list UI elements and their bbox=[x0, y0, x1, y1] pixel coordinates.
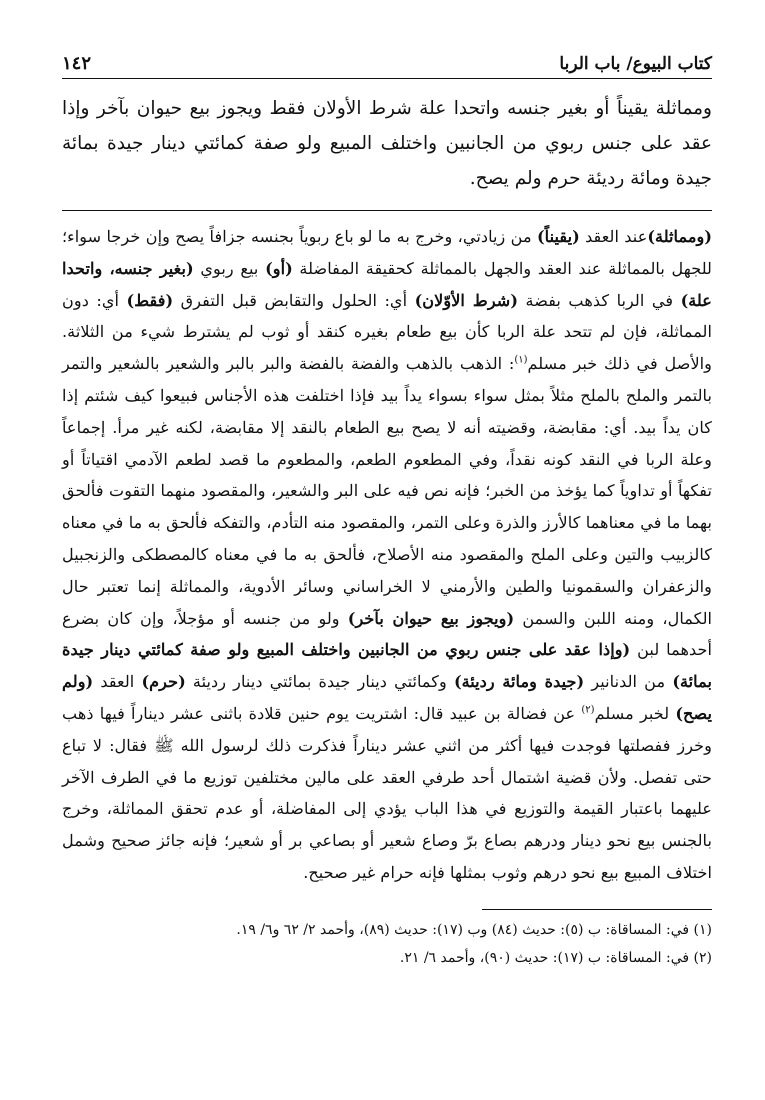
running-header bbox=[62, 40, 712, 79]
main-text-paragraph: ومماثلة يقيناً أو بغير جنسه واتحدا علة شرط الأولان فقط ويجوز بيع حيوان بآخر وإذا عقد على جنس ربوي من الجانبين واختلف المبيع ولو صفة كمائتي دينار جيدة بمائة جيدة ومائة رديئة حرم ولم يصح. bbox=[62, 98, 712, 189]
quoted-term: (ويجوز بيع حيوان بآخر) bbox=[347, 608, 515, 628]
footnotes bbox=[62, 916, 712, 972]
quoted-term: (جيدة ومائة رديئة) bbox=[453, 672, 585, 692]
commentary-text: أي: الحلول والتقابض قبل التفرق bbox=[180, 290, 408, 310]
commentary-text: من الدنانير bbox=[591, 672, 666, 692]
footnote-ref: (١) bbox=[514, 354, 528, 366]
quoted-term: (أو) bbox=[265, 258, 293, 278]
footnote-separator bbox=[482, 909, 712, 910]
quoted-term: (حرم) bbox=[141, 672, 186, 692]
page-number: ١٤٢ bbox=[62, 53, 92, 74]
footnote-item: (٢) في: المساقاة: ب (١٧): حديث (٩٠)، وأحمد ٦/ ٢١. bbox=[399, 949, 712, 966]
commentary-paragraph bbox=[62, 221, 712, 889]
quoted-term: (ولم يصح) bbox=[62, 672, 712, 723]
commentary-text: في الربا كذهب بفضة bbox=[525, 290, 674, 310]
commentary-text: عند العقد bbox=[585, 227, 648, 246]
commentary-text: لخبر مسلم bbox=[594, 703, 670, 723]
commentary-text: ولو من جنسه أو مؤجلاً، وإن كان بضرع أحدهما لبن bbox=[62, 608, 712, 660]
main-text bbox=[62, 91, 712, 211]
commentary bbox=[62, 221, 712, 889]
commentary-text: عن فضالة بن عبيد قال: اشتريت يوم حنين قلادة باثنى عشر ديناراً فيها ذهب وخرز ففصلتها فوجدت فيها أكثر من اثني عشر ديناراً فذكرت ذلك لرسول الله ﷺ فقال: لا تباع حتى تفصل. ولأن قضية اشتمال أحد طرفي العقد على مالين مختلفين توزيع ما في الطرف الآخر عليهما باعتبار القيمة والتوزيع في هذا الباب يؤدي إلى المفاضلة، أو عدم تحقق المماثلة، وخرج بالجنس بيع نحو دينار ودرهم بصاع برّ وصاع شعير أو بصاعي بر أو شعير؛ فإنه جائز صحيح وشمل اختلاف المبيع بيع نحو درهم وثوب بمثلها فإنه حرام غير صحيح. bbox=[62, 703, 712, 882]
book-page bbox=[62, 40, 712, 972]
commentary-text: : الذهب بالذهب والفضة بالفضة والبر بالبر والشعير بالشعير والتمر بالتمر والملح بالملح مثلاً بمثل سواء بسواء يداً بيد فإذا اختلفت هذه الأجناس فبيعوا كيف شئتم إذا كان يداً بيد. أي: مقابضة، وقضيته أنه لا يصح بيع الطعام بالنقد إلا مقابضة، لكنه غير مرأ. إجماعاً وعلة الربا في النقد كونه نقداً، وفي المطعوم الطعم، والمطعوم ما قصد لطعم الآدمي اقتياتاً أو تفكهاً أو تداوياً كما يؤخذ من الخبر؛ فإنه نص فيه على البر والشعير، والمقصود منهما التقوت فألحق بهما ما في معناهما كالأرز والذرة وعلى التمر، والمقصود منه التأدم، والتفكه فألحق به ما في معناه كالزبيب والتين وعلى الملح والمقصود منه الأصلاح، فألحق به ما في معناه كالمصطكى والزنجبيل والزعفران والسقمونيا والطين والأرمني لا الخراساني وسائر الأدوية، والمماثلة إنما تعتبر حال الكمال، ومنه اللبن والسمن bbox=[62, 354, 713, 628]
commentary-text: وكمائتي دينار جيدة بمائتي دينار رديئة bbox=[192, 672, 447, 692]
commentary-text: العقد bbox=[100, 672, 135, 692]
quoted-term: (بغير جنسه، واتحدا علة) bbox=[62, 258, 712, 310]
chapter-title: كتاب البيوع/ باب الربا bbox=[559, 54, 712, 74]
footnote-ref: (٢) bbox=[581, 704, 595, 716]
commentary-text: أي: دون المماثلة، فإن لم تتحد علة الربا كأن بيع طعام بغيره كنقد أو ثوب لم يشترط شيء من الثلاثة. والأصل في ذلك خبر مسلم bbox=[62, 290, 712, 374]
commentary-text: بيع ربوي bbox=[200, 258, 259, 278]
quoted-term: (فقط) bbox=[126, 290, 174, 310]
quoted-term: (وإذا عقد على جنس ربوي من الجانبين واختلف المبيع ولو صفة كمائتي دينار جيدة بمائة) bbox=[62, 640, 712, 692]
quoted-term: (ومماثلة) bbox=[647, 227, 712, 246]
commentary-text: من زيادتي، وخرج به ما لو باع ربوياً بجنسه جزافاً يصح وإن خرجا سواء؛ للجهل بالمماثلة عند العقد والجهل بالمماثلة كحقيقة المفاضلة bbox=[62, 227, 712, 278]
quoted-term: (شرط الأوّلان) bbox=[414, 290, 519, 310]
footnote-item: (١) في: المساقاة: ب (٥): حديث (٨٤) وب (١٧): حديث (٨٩)، وأحمد ٢/ ٦٢ و٦/ ١٩. bbox=[236, 921, 712, 938]
quoted-term: (يقيناً) bbox=[537, 227, 580, 246]
